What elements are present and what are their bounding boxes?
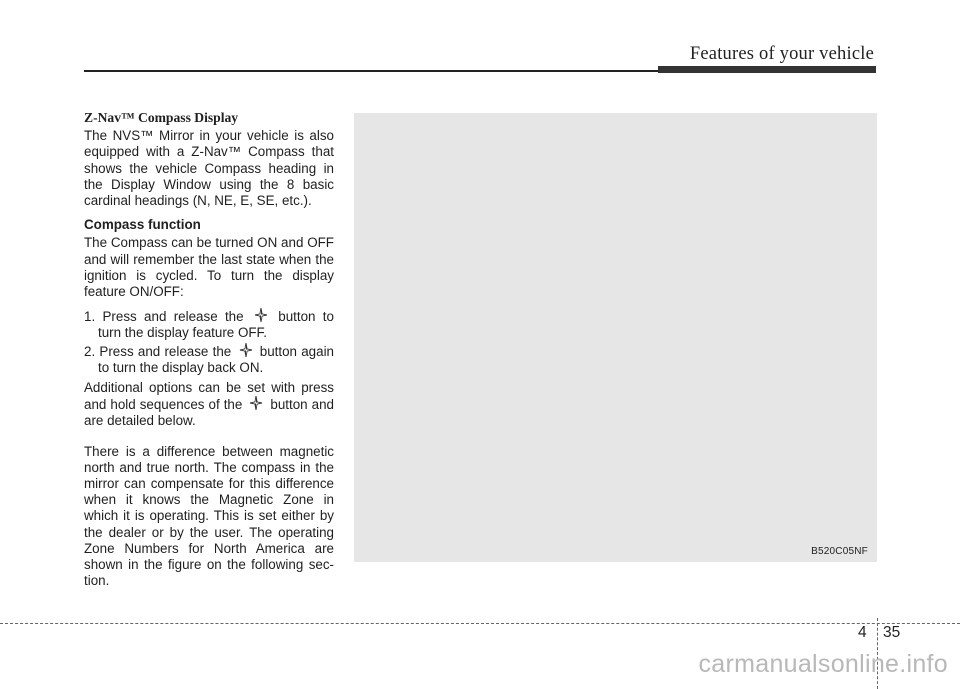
header-rule-thin (84, 70, 664, 72)
header-rule-thick (658, 66, 876, 73)
step-2 (84, 343, 334, 376)
compass-star-icon (248, 396, 264, 410)
text-column (84, 110, 334, 597)
step-2-start: 2. Press and release the (84, 343, 232, 359)
additional-start: Additional options can be set with press and hold sequences of the (84, 380, 334, 413)
chapter-number: 4 (858, 624, 867, 641)
compass-star-icon (253, 308, 269, 322)
paragraph-additional (84, 380, 334, 430)
step-1 (84, 308, 334, 341)
heading-znav-compass: Z-Nav™ Compass Display (84, 110, 239, 125)
compass-star-icon (238, 343, 254, 357)
step-1-end: button to turn the display feature OFF. (98, 309, 334, 341)
step-1-start: 1. Press and release the (84, 309, 244, 325)
footer-dashed-rule (0, 623, 960, 624)
paragraph-intro: The NVS™ Mirror in your vehicle is also equipped with a Z-Nav™ Compass that shows the vehicle Compass heading in the Display Window using the 8 basic cardinal headings (N, NE, E, SE, etc.). (84, 128, 334, 209)
watermark: carmanualsonline.info (698, 650, 948, 678)
step-2-end: button again to turn the display back ON. (98, 343, 334, 375)
paragraph-magnetic: There is a difference between magnetic north and true north. The compass in the mirror can compensate for this difference when it knows the Magnetic Zone in which it is operating. This is set either by the dealer or by the user. The operating Zone Numbers for North America are shown in the figure on the following sec- tion. (84, 443, 334, 589)
additional-end: button and are detailed below. (84, 397, 334, 429)
page-number: 35 (883, 624, 901, 641)
figure-code: B520C05NF (811, 546, 868, 557)
subheading-compass-function: Compass function (84, 217, 201, 233)
paragraph-function: The Compass can be turned ON and OFF and will remember the last state when the ignition is cycled. To turn the display feature ON/OFF: (84, 235, 334, 300)
figure-placeholder (354, 113, 877, 562)
section-title: Features of your vehicle (689, 44, 874, 64)
